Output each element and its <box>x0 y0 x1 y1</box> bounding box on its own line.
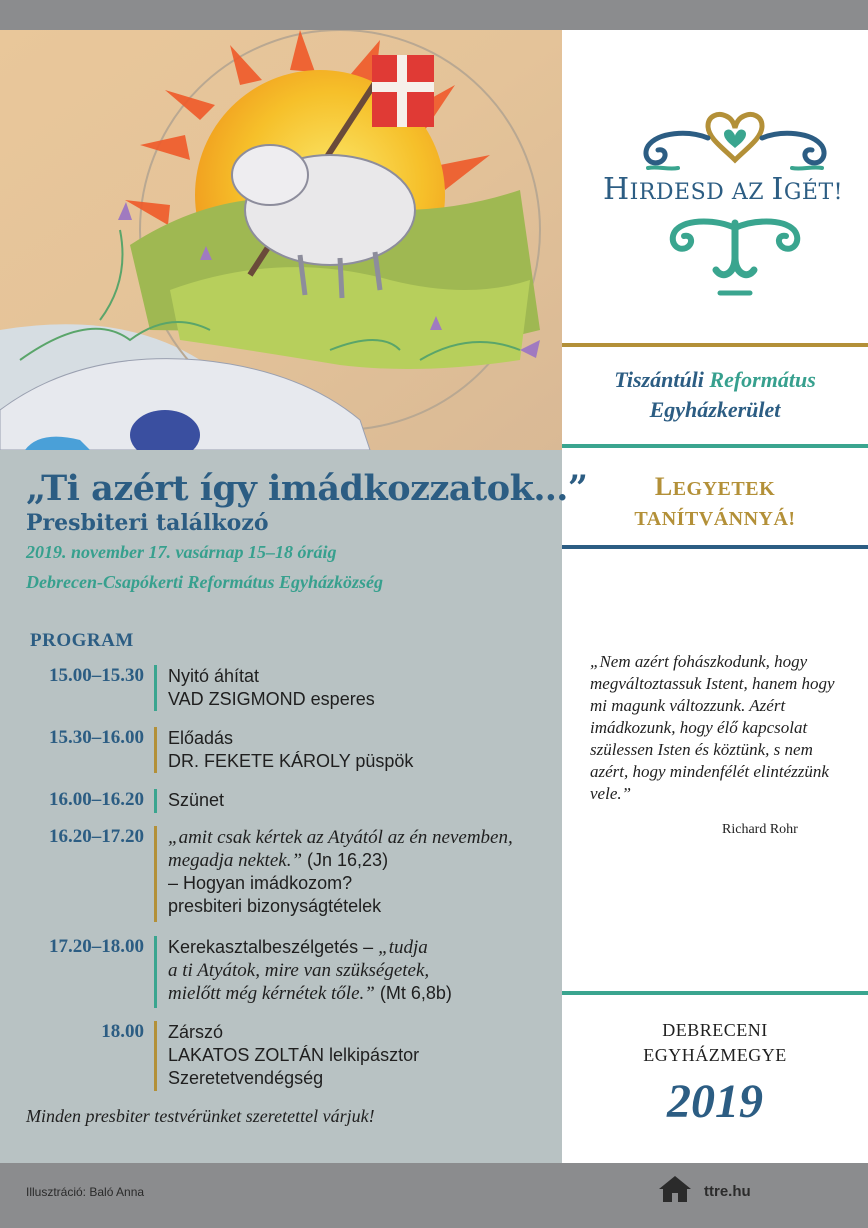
program-time: 16.20–17.20 <box>49 826 144 847</box>
event-title: „Ti azért így imádkozzatok…” <box>26 468 588 509</box>
program-description <box>168 936 452 1005</box>
program-divider <box>154 665 157 711</box>
program-time: 16.00–16.20 <box>49 789 144 810</box>
program-time: 15.30–16.00 <box>49 727 144 748</box>
top-band <box>0 0 868 30</box>
program-divider <box>154 826 157 922</box>
church-district: Tiszántúli Református Egyházkerület <box>614 367 816 422</box>
program-description <box>168 826 513 918</box>
quote-text: „Nem azért fohászkodunk, hogy megváltoztassuk Istent, hanem hogy mi magunk változzunk. Azért imádkozunk, hogy élő kapcsolat szülessen Isten és köztünk, s nem azért, hogy mindenfélét elintézzünk vele.” <box>590 652 835 803</box>
program-description <box>168 665 375 711</box>
motto: LEGYETEK TANÍTVÁNNYÁ! <box>634 472 796 530</box>
lamb-illustration <box>0 30 562 450</box>
program-divider <box>154 936 157 1008</box>
program-line: megadja nektek.” <box>168 850 303 871</box>
event-date: 2019. november 17. vasárnap 15–18 óráig <box>26 542 337 562</box>
divider-gold <box>562 343 868 347</box>
year: 2019 <box>667 1075 763 1128</box>
home-icon <box>657 1173 693 1205</box>
program-time: 18.00 <box>101 1021 144 1042</box>
program-divider <box>154 727 157 773</box>
program-heading: PROGRAM <box>30 630 134 651</box>
program-line: VAD ZSIGMOND esperes <box>168 689 375 709</box>
program-line: Szünet <box>168 790 225 810</box>
program-line: Előadás <box>168 728 234 748</box>
program-line: Nyitó áhítat <box>168 666 260 686</box>
program-line: (Mt 6,8b) <box>374 983 452 1003</box>
program-divider <box>154 1021 157 1091</box>
program-line: mielőtt még kérnétek tőle.” <box>168 983 375 1004</box>
program-line: (Jn 16,23) <box>302 850 389 870</box>
program-line: Szeretetvendégség <box>168 1068 324 1088</box>
logo-wordmark: HIRDESD AZ IGÉT! <box>602 172 843 207</box>
program-description <box>168 1021 419 1090</box>
program-line: Zárszó <box>168 1022 224 1042</box>
program-description <box>168 727 413 773</box>
event-venue: Debrecen-Csapókerti Református Egyházközség <box>26 572 383 592</box>
program-line: – Hogyan imádkozom? <box>168 873 353 893</box>
program-divider <box>154 789 157 813</box>
deanery-name: DEBRECENI EGYHÁZMEGYE <box>643 1020 787 1065</box>
program-line: Kerekasztalbeszélgetés – <box>168 937 379 957</box>
program-line: „tudja <box>378 937 428 958</box>
program-time: 17.20–18.00 <box>49 936 144 957</box>
program-line: DR. FEKETE KÁROLY püspök <box>168 751 414 771</box>
closing-invitation: Minden presbiter testvérünket szeretettel várjuk! <box>26 1106 375 1126</box>
divider-navy <box>562 545 868 549</box>
website-link[interactable]: ttre.hu <box>704 1183 751 1200</box>
program-description <box>168 789 224 812</box>
program-time: 15.00–15.30 <box>49 665 144 686</box>
illustration-credit: Illusztráció: Baló Anna <box>26 1185 145 1199</box>
divider-teal <box>562 444 868 448</box>
program-line: a ti Atyátok, mire van szükségetek, <box>168 960 430 981</box>
program-line: „amit csak kértek az Atyától az én nevemben, <box>168 827 513 848</box>
quote-author: Richard Rohr <box>722 822 798 837</box>
event-subtitle: Presbiteri találkozó <box>26 510 269 536</box>
divider-teal <box>562 991 868 995</box>
program-line: presbiteri bizonyságtételek <box>168 896 382 916</box>
program-line: LAKATOS ZOLTÁN lelkipásztor <box>168 1045 420 1065</box>
